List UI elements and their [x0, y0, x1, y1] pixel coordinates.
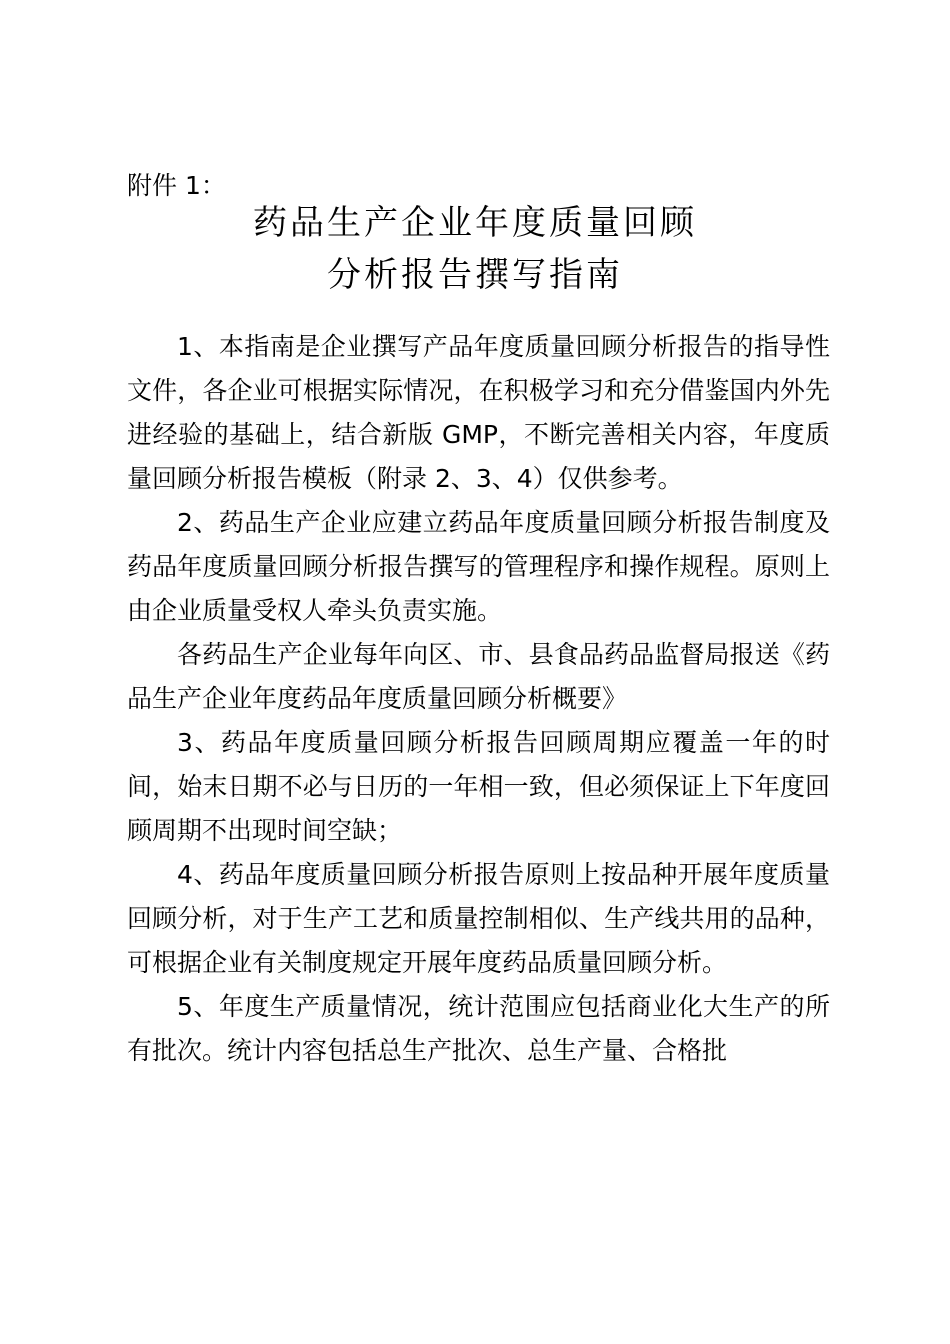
- document-title-line-1: 药品生产企业年度质量回顾: [253, 203, 697, 243]
- document-title-line-2: 分析报告撰写指南: [327, 255, 623, 295]
- paragraph-2: 2、药品生产企业应建立药品年度质量回顾分析报告制度及药品年度质量回顾分析报告撰写的管理程序和操作规程。原则上由企业质量受权人牵头负责实施。: [127, 508, 830, 625]
- paragraph-1: 1、本指南是企业撰写产品年度质量回顾分析报告的指导性文件，各企业可根据实际情况，在积极学习和充分借鉴国内外先进经验的基础上，结合新版 GMP，不断完善相关内容，年度质量回顾分析报告模板（附录 2、3、4）仅供参考。: [127, 332, 830, 493]
- paragraph-6: 5、年度生产质量情况，统计范围应包括商业化大生产的所有批次。统计内容包括总生产批次、总生产量、合格批: [127, 992, 830, 1065]
- paragraph-4: 3、药品年度质量回顾分析报告回顾周期应覆盖一年的时间，始末日期不必与日历的一年相一致，但必须保证上下年度回顾周期不出现时间空缺；: [127, 728, 830, 845]
- document-body: [127, 325, 830, 1073]
- paragraph-5: 4、药品年度质量回顾分析报告原则上按品种开展年度质量回顾分析，对于生产工艺和质量控制相似、生产线共用的品种，可根据企业有关制度规定开展年度药品质量回顾分析。: [127, 860, 830, 977]
- attachment-label: 附件 1：: [127, 171, 226, 200]
- paragraph-3: 各药品生产企业每年向区、市、县食品药品监督局报送《药品生产企业年度药品年度质量回顾分析概要》: [127, 640, 830, 713]
